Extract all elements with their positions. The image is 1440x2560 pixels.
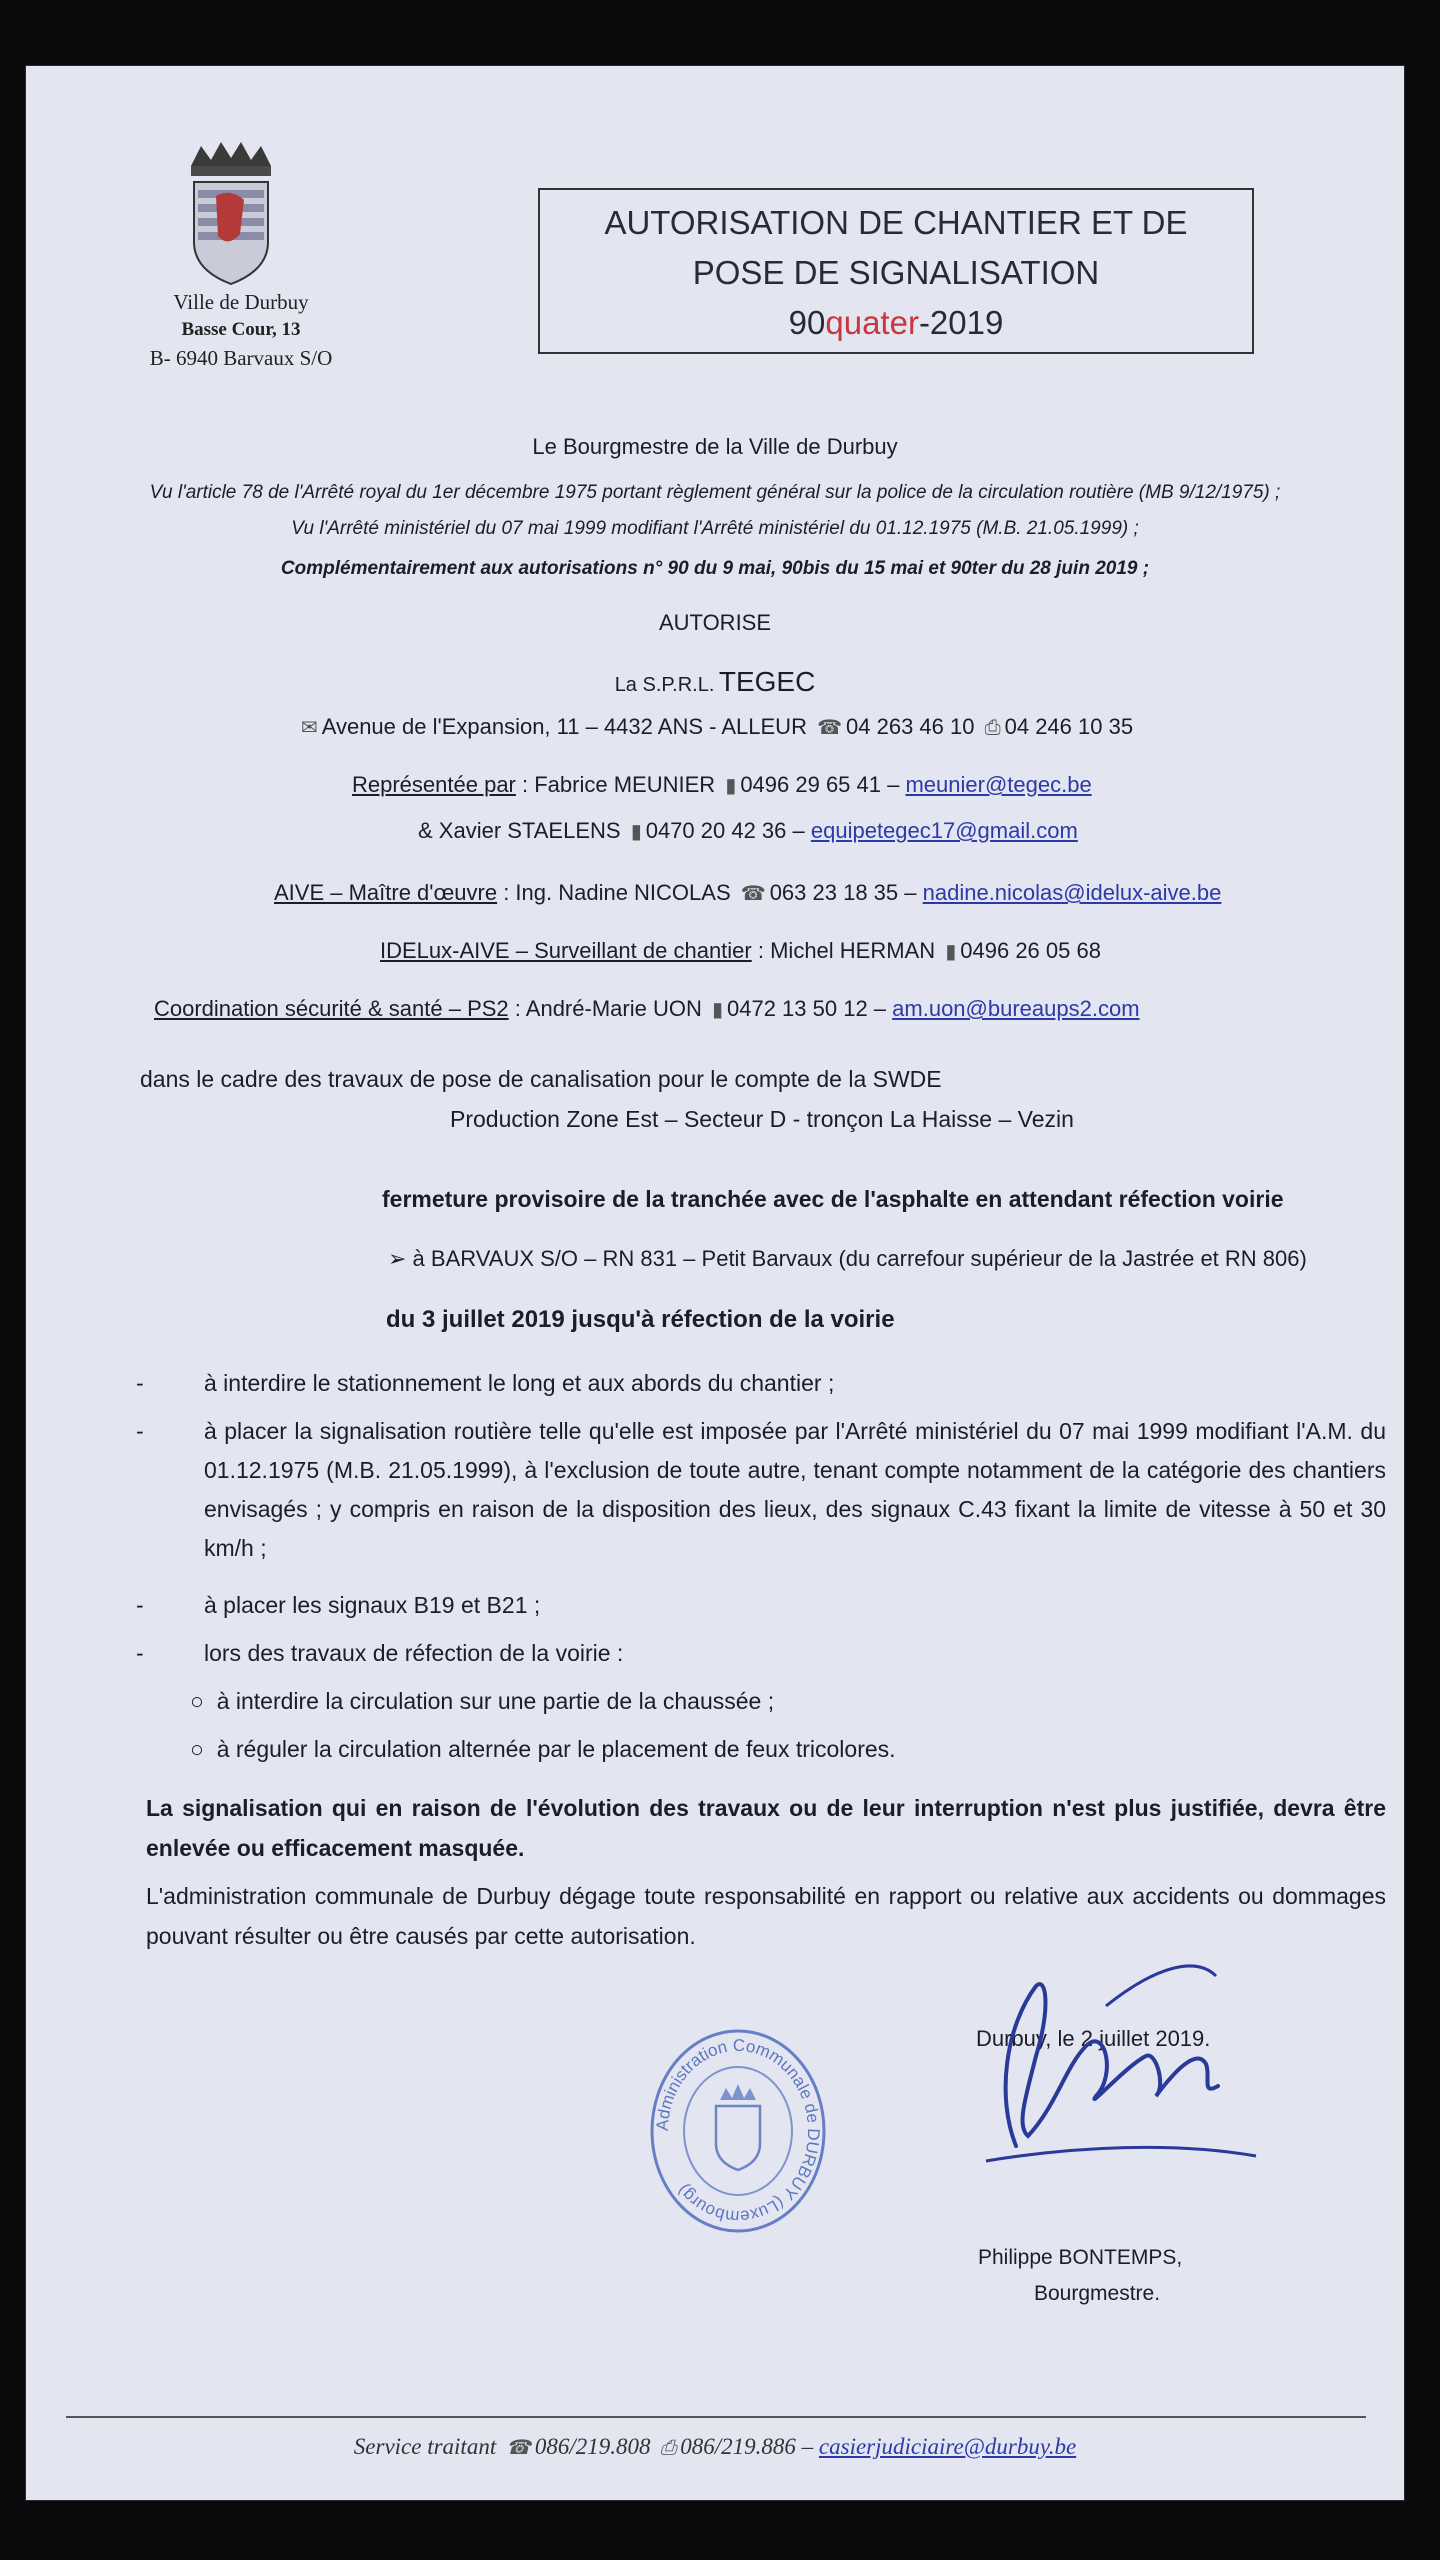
disclaimer-paragraph: L'administration communale de Durbuy dégage toute responsabilité en rapport ou relative aux accidents ou dommages pouvant résulter ou être causés par cette autorisation. — [146, 1883, 1386, 1949]
official-seal — [648, 2026, 828, 2236]
company-name: TEGEC — [718, 666, 816, 697]
footer-fax: 086/219.886 – — [680, 2434, 814, 2459]
sub-condition-text: à réguler la circulation alternée par le placement de feux tricolores. — [216, 1736, 896, 1762]
town-street: Basse Cour, 13 — [181, 319, 301, 340]
condition-item — [136, 1586, 1386, 1625]
town-address-block — [96, 288, 386, 372]
rep1-email-link[interactable]: meunier@tegec.be — [905, 772, 1092, 797]
title-line-2: POSE DE SIGNALISATION — [692, 254, 1100, 291]
dash-bullet: - — [136, 1418, 144, 1444]
footer-email-link[interactable]: casierjudiciaire@durbuy.be — [818, 2434, 1077, 2459]
place-date: Durbuy, le 2 juillet 2019. — [976, 2026, 1211, 2051]
aive-email-link[interactable]: nadine.nicolas@idelux-aive.be — [922, 880, 1222, 905]
works-context-1: dans le cadre des travaux de pose de canalisation pour le compte de la SWDE — [140, 1066, 942, 1092]
dash-bullet: - — [136, 1640, 144, 1666]
condition-item — [136, 1412, 1386, 1568]
company-prefix: La S.P.R.L. — [614, 674, 715, 696]
condition-item — [136, 1634, 1386, 1673]
sub-condition-item — [190, 1730, 896, 1769]
footer-divider — [66, 2416, 1366, 2418]
sub-condition-text: à interdire la circulation sur une partie de la chaussée ; — [216, 1688, 775, 1714]
fax-icon: ⎙ — [660, 2437, 677, 2459]
rep1-name: : Fabrice MEUNIER — [522, 772, 716, 797]
legal-basis-2: Vu l'Arrêté ministériel du 07 mai 1999 modifiant l'Arrêté ministériel du 01.12.1975 (M.B. 21.05.1999) ; — [291, 518, 1139, 539]
works-period: du 3 juillet 2019 jusqu'à réfection de la voirie — [386, 1306, 895, 1333]
document-sheet — [26, 66, 1404, 2500]
mobile-icon: ▮ — [630, 821, 642, 843]
representative-label: Représentée par — [352, 772, 516, 797]
idelux-contact — [380, 938, 1101, 964]
works-location — [388, 1246, 1307, 1272]
coord-name: : André-Marie UON — [514, 996, 702, 1021]
rep1-phone: 0496 29 65 41 – — [740, 772, 900, 797]
warning-paragraph: La signalisation qui en raison de l'évolution des travaux ou de leur interruption n'est plus justifiée, devra être enlevée ou efficacement masquée. — [146, 1795, 1386, 1861]
condition-text: à placer la signalisation routière telle qu'elle est imposée par l'Arrêté ministériel du 07 mai 1999 modifiant l'A.M. du 01.12.1975 (M.B. 21.05.1999), à l'exclusion de toute autre, tenant compte notamment de la catégorie des chantiers envisagés ; y compris en raison de la disposition des lieux, des signaux C.43 fixant la limite de vitesse à 50 et 30 km/h ; — [204, 1418, 1386, 1561]
sub-condition-item — [190, 1682, 774, 1721]
arrow-right-icon: ➢ — [388, 1246, 413, 1271]
complementary-note: Complémentairement aux autorisations n° 90 du 9 mai, 90bis du 15 mai et 90ter du 28 juin 2019 ; — [280, 558, 1150, 579]
dash-bullet: - — [136, 1592, 144, 1618]
circle-bullet-icon: ○ — [190, 1736, 217, 1762]
reference-number — [540, 298, 1252, 348]
signatory-name: Philippe BONTEMPS, — [978, 2246, 1183, 2269]
mobile-icon: ▮ — [725, 775, 737, 797]
works-context-2: Production Zone Est – Secteur D - tronçon La Haisse – Vezin — [450, 1106, 1074, 1132]
town-name: Ville de Durbuy — [173, 290, 309, 314]
signatory-role: Bourgmestre. — [1034, 2282, 1161, 2305]
aive-label: AIVE – Maître d'œuvre — [274, 880, 498, 905]
legal-basis-1: Vu l'article 78 de l'Arrêté royal du 1er décembre 1975 portant règlement général sur la police de la circulation routière (MB 9/12/1975) ; — [149, 482, 1281, 503]
works-location-text: à BARVAUX S/O – RN 831 – Petit Barvaux (du carrefour supérieur de la Jastrée et RN 806) — [412, 1246, 1307, 1271]
company-address-line — [26, 714, 1404, 740]
representative-2 — [418, 818, 1078, 844]
company-phone: 04 263 46 10 — [846, 714, 975, 739]
condition-text: à interdire le stationnement le long et aux abords du chantier ; — [204, 1370, 835, 1396]
footer-service-line — [26, 2434, 1404, 2460]
circle-bullet-icon: ○ — [190, 1688, 217, 1714]
mobile-icon: ▮ — [945, 941, 957, 963]
footer-phone: 086/219.808 — [534, 2434, 651, 2459]
company-fax: 04 246 10 35 — [1004, 714, 1134, 739]
seal-text: Administration Communale de DURBUY (Luxembourg) — [652, 2035, 824, 2227]
coord-phone: 0472 13 50 12 – — [726, 996, 887, 1021]
company-address: Avenue de l'Expansion, 11 – 4432 ANS - ALLEUR — [321, 714, 807, 739]
rep2-name: & Xavier STAELENS — [418, 818, 621, 843]
phone-icon: ☎ — [505, 2437, 531, 2459]
rep2-phone: 0470 20 42 36 – — [645, 818, 805, 843]
works-nature: fermeture provisoire de la tranchée avec de l'asphalte en attendant réfection voirie — [382, 1186, 1284, 1212]
aive-name: : Ing. Nadine NICOLAS — [503, 880, 731, 905]
coord-email-link[interactable]: am.uon@bureaups2.com — [892, 996, 1140, 1021]
coordination-contact — [154, 996, 1140, 1022]
footer-service: Service traitant — [353, 2434, 497, 2459]
mail-icon: ✉ — [300, 717, 318, 739]
idelux-name: : Michel HERMAN — [757, 938, 936, 963]
document-title-box — [538, 188, 1254, 354]
condition-item — [136, 1364, 1386, 1403]
town-postal: B- 6940 Barvaux S/O — [149, 346, 333, 370]
condition-text: lors des travaux de réfection de la voirie : — [204, 1640, 624, 1666]
condition-text: à placer les signaux B19 et B21 ; — [204, 1592, 541, 1618]
rep2-email-link[interactable]: equipetegec17@gmail.com — [810, 818, 1078, 843]
fax-icon: ⎙ — [984, 717, 1001, 739]
authorise-heading: AUTORISE — [658, 610, 772, 635]
representative-1 — [352, 772, 1092, 798]
idelux-phone: 0496 26 05 68 — [960, 938, 1101, 963]
coord-label: Coordination sécurité & santé – PS2 — [154, 996, 509, 1021]
title-line-1: AUTORISATION DE CHANTIER ET DE — [604, 204, 1188, 241]
ref-prefix: 90 — [788, 304, 826, 341]
issuer: Le Bourgmestre de la Ville de Durbuy — [532, 434, 898, 459]
phone-icon: ☎ — [817, 717, 843, 739]
idelux-label: IDELux-AIVE – Surveillant de chantier — [380, 938, 752, 963]
ref-suffix: -2019 — [918, 304, 1004, 341]
phone-icon: ☎ — [740, 883, 766, 905]
mobile-icon: ▮ — [711, 999, 723, 1021]
aive-phone: 063 23 18 35 – — [769, 880, 917, 905]
dash-bullet: - — [136, 1370, 144, 1396]
svg-text:Administration Communale de DU — [653, 2036, 823, 2226]
signature-scribble — [956, 1946, 1286, 2196]
ref-quater: quater — [825, 304, 919, 341]
aive-contact — [274, 880, 1221, 906]
company-line — [26, 666, 1404, 698]
